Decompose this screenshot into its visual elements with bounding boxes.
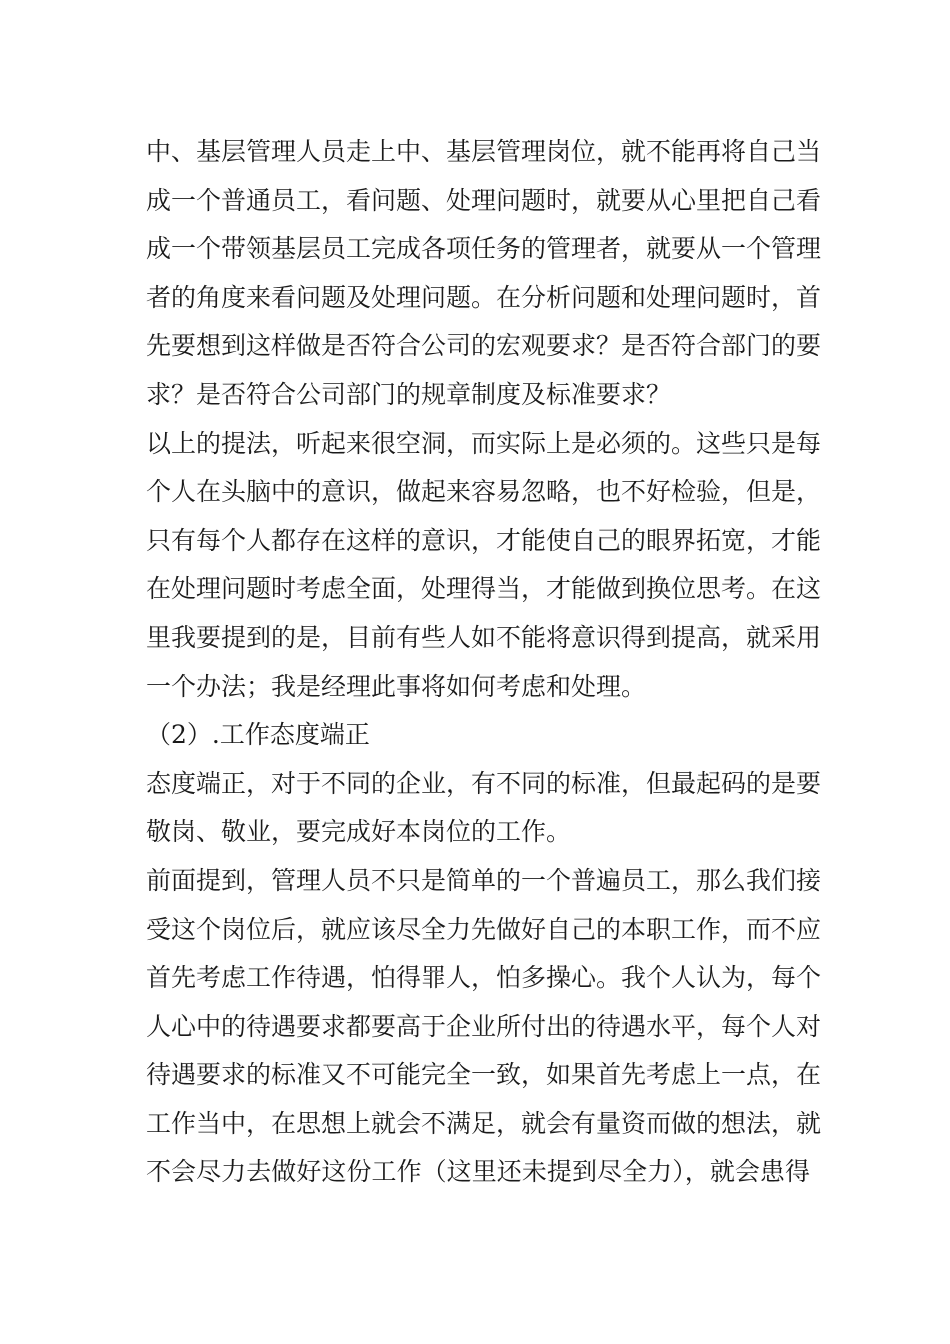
text-line: 工作当中，在思想上就会不满足，就会有量资而做的想法，就 xyxy=(146,1108,822,1138)
text-line: 求？是否符合公司部门的规章制度及标准要求？ xyxy=(146,379,672,409)
text-line: 受这个岗位后，就应该尽全力先做好自己的本职工作，而不应 xyxy=(146,914,822,944)
text-line: 以上的提法，听起来很空洞，而实际上是必须的。这些只是每 xyxy=(146,428,822,458)
text-line: 成一个带领基层员工完成各项任务的管理者，就要从一个管理 xyxy=(146,234,822,264)
text-line: 待遇要求的标准又不可能完全一致，如果首先考虑上一点，在 xyxy=(146,1060,822,1090)
text-line: 先要想到这样做是否符合公司的宏观要求？是否符合部门的要 xyxy=(146,331,822,361)
text-line: 个人在头脑中的意识，做起来容易忽略，也不好检验，但是， xyxy=(146,477,822,507)
text-line: 者的角度来看问题及处理问题。在分析问题和处理问题时，首 xyxy=(146,282,822,312)
text-line: 首先考虑工作待遇，怕得罪人，怕多操心。我个人认为，每个 xyxy=(146,963,822,993)
text-line: 前面提到，管理人员不只是简单的一个普遍员工，那么我们接 xyxy=(146,865,822,895)
section-heading: （2）.工作态度端正 xyxy=(146,720,370,750)
text-line: 敬岗、敬业，要完成好本岗位的工作。 xyxy=(146,817,572,847)
document-body xyxy=(146,128,822,1197)
text-line: 里我要提到的是，目前有些人如不能将意识得到提高，就采用 xyxy=(146,622,822,652)
text-line: 态度端正，对于不同的企业，有不同的标准，但最起码的是要 xyxy=(146,768,822,798)
text-line: 不会尽力去做好这份工作（这里还未提到尽全力），就会患得 xyxy=(146,1157,810,1187)
text-line: 成一个普通员工，看问题、处理问题时，就要从心里把自己看 xyxy=(146,185,822,215)
text-line: 中、基层管理人员走上中、基层管理岗位，就不能再将自己当 xyxy=(146,137,822,166)
text-line: 一个办法；我是经理此事将如何考虑和处理。 xyxy=(146,671,647,701)
text-line: 只有每个人都存在这样的意识，才能使自己的眼界拓宽，才能 xyxy=(146,525,822,555)
text-line: 在处理问题时考虑全面，处理得当，才能做到换位思考。在这 xyxy=(146,574,822,604)
text-line: 人心中的待遇要求都要高于企业所付出的待遇水平，每个人对 xyxy=(146,1011,822,1041)
